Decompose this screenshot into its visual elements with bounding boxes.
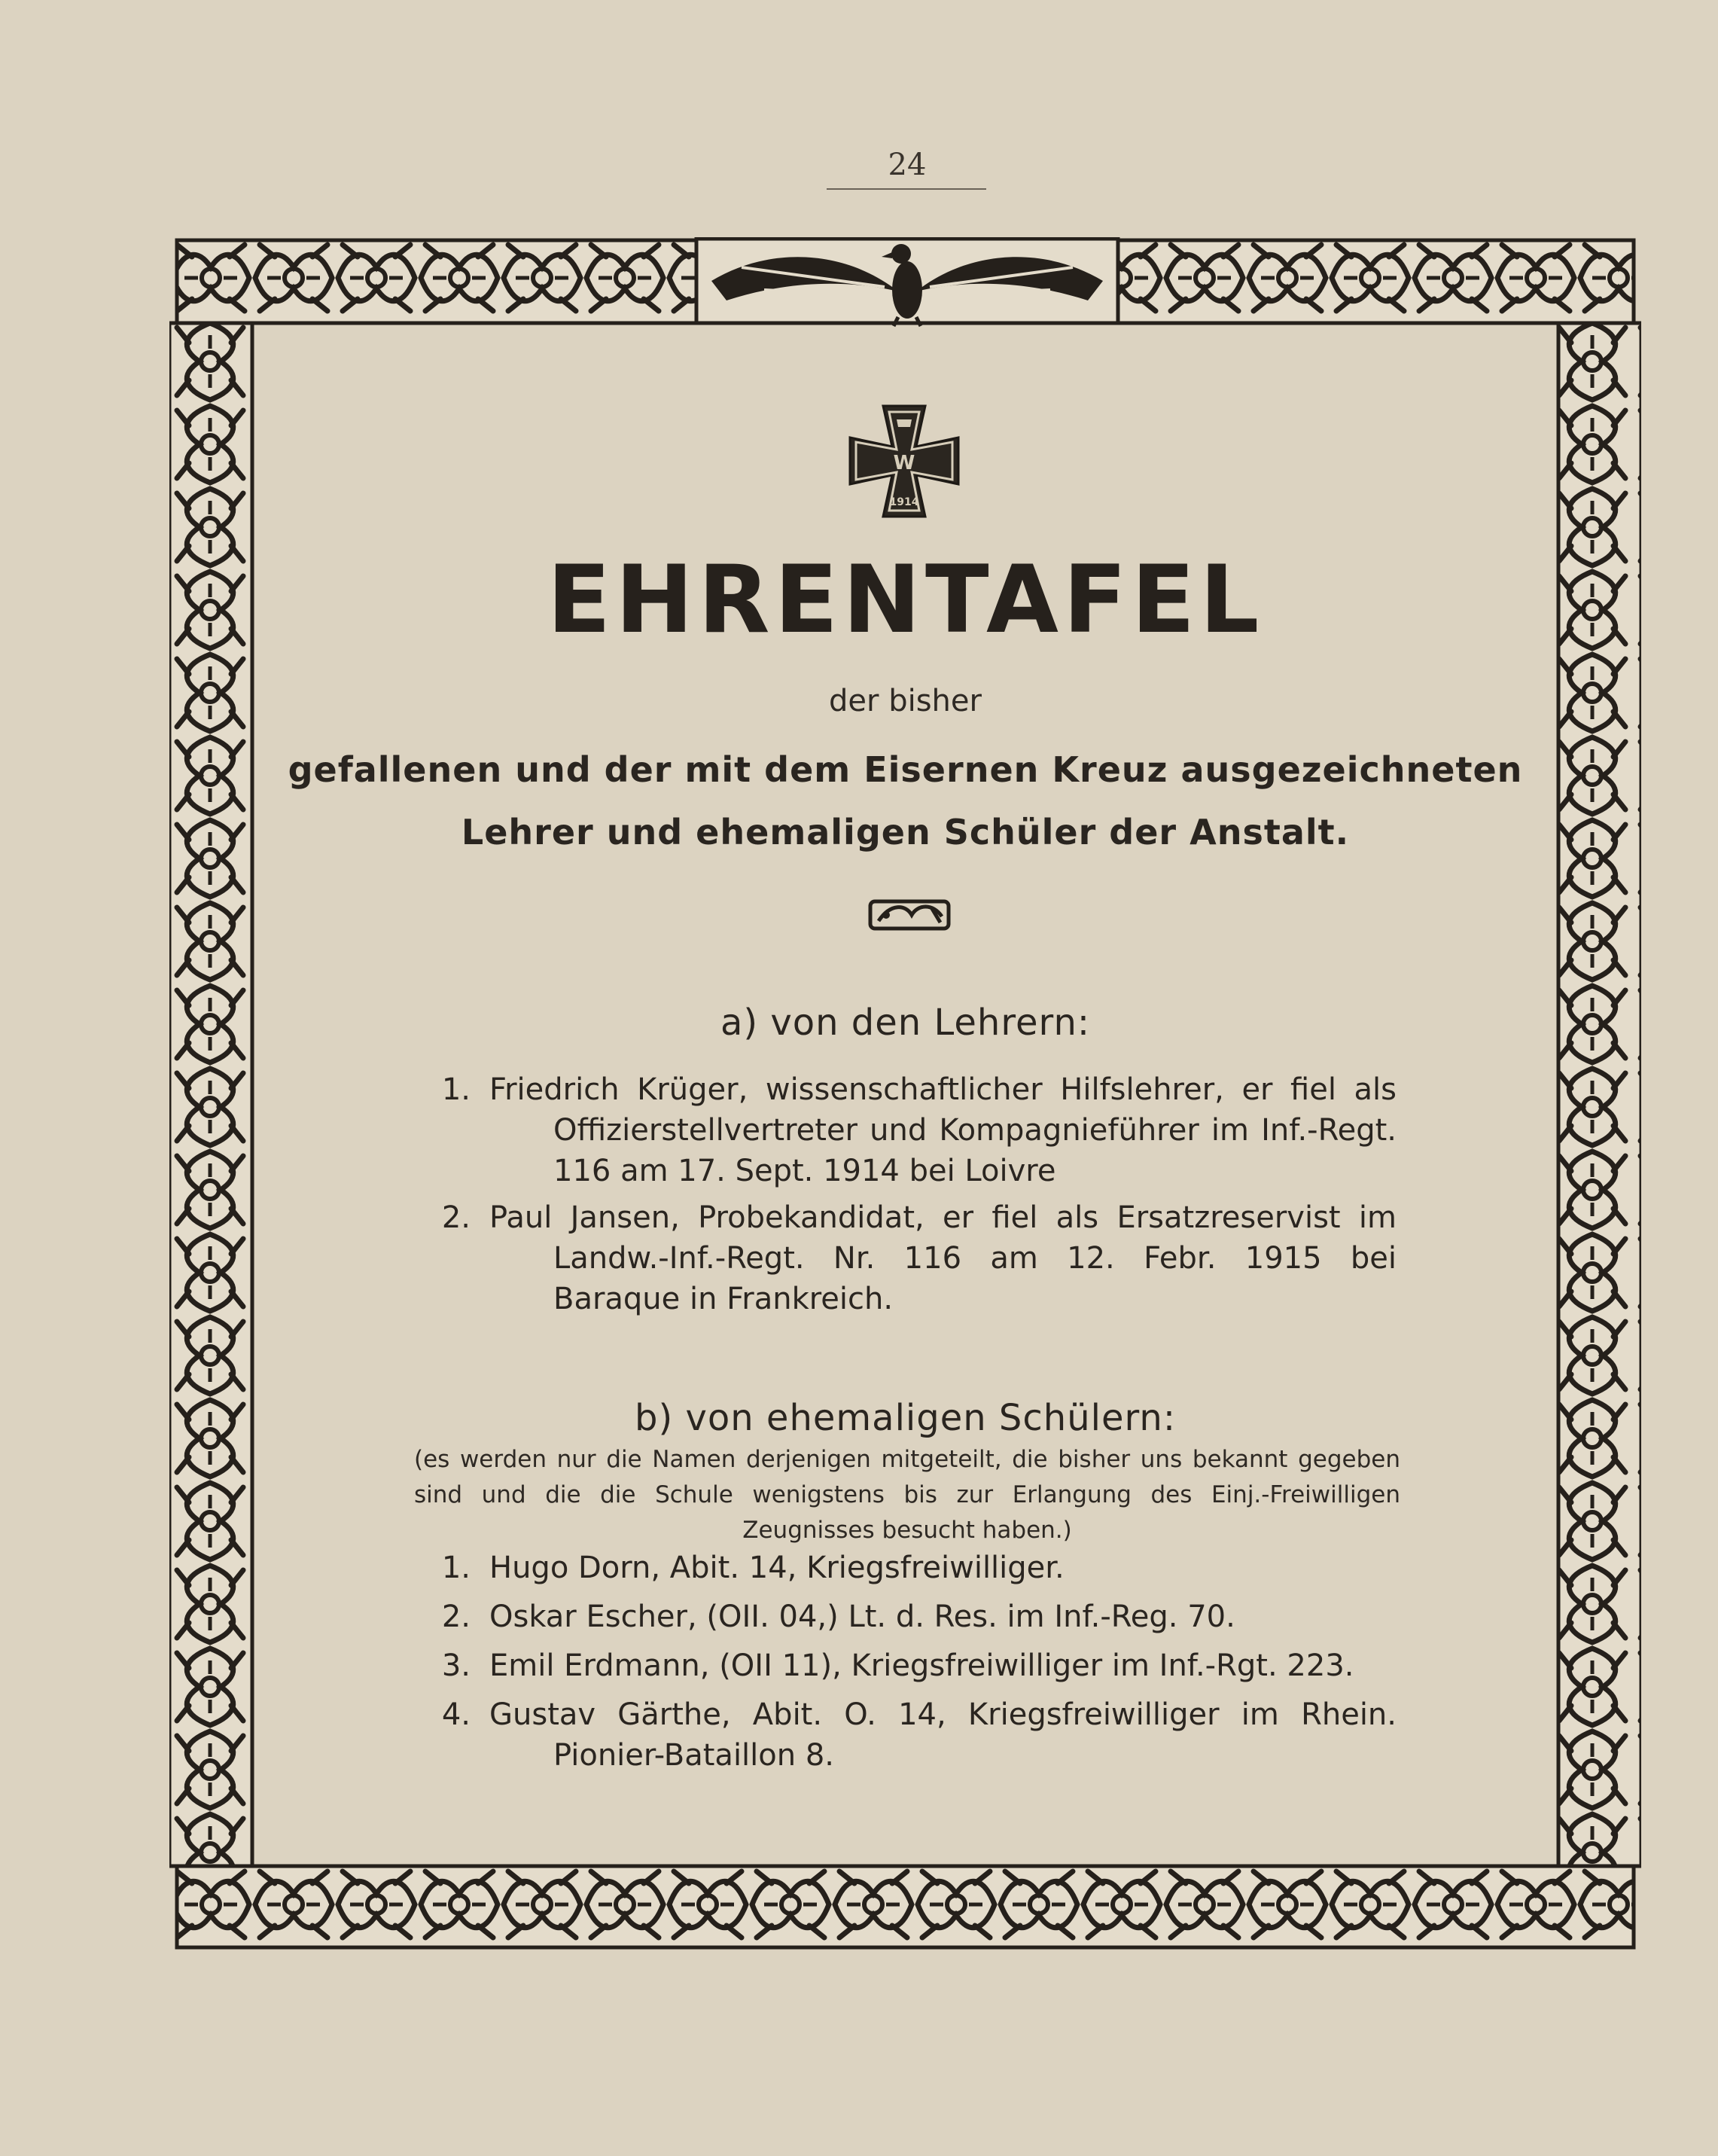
item-text: Hugo Dorn, Abit. 14, Kriegsfreiwilliger. [489,1551,1065,1585]
page-number-rule [827,188,986,190]
eagle-icon [696,239,1118,326]
item-number: 1. [441,1551,471,1585]
students-list [425,1548,1397,1784]
item-text: Paul Jansen, Probekandidat, er fiel als Ersatzreservist im Landw.-Inf.-Regt. Nr. 116 am 12. Febr. 1915 bei Baraque in Frankreich. [489,1200,1397,1316]
list-item [425,1197,1397,1319]
subtitle-small: der bisher [829,684,982,718]
page-number: 24 [888,148,927,182]
list-item [425,1548,1397,1588]
item-number: 4. [441,1697,471,1732]
item-number: 2. [441,1599,471,1634]
item-number: 3. [441,1648,471,1683]
honor-roll-content [260,324,1551,1853]
subtitle-line-2: Lehrer und ehemaligen Schüler der Anstalt. [461,812,1350,852]
item-number: 1. [441,1072,471,1107]
item-text: Gustav Gärthe, Abit. O. 14, Kriegsfreiwilliger im Rhein. Pionier-Bataillon 8. [489,1697,1397,1773]
svg-text:W: W [893,452,915,474]
list-item [425,1069,1397,1191]
teachers-list [425,1069,1397,1325]
item-text: Emil Erdmann, (OII 11), Kriegsfreiwilliger im Inf.-Rgt. 223. [489,1648,1354,1683]
divider-ornament-icon [868,894,951,935]
item-number: 2. [441,1200,471,1235]
section-a-heading: a) von den Lehrern: [720,1002,1091,1044]
section-b-note: (es werden nur die Namen derjenigen mitgeteilt, die bisher uns bekannt gegeben sind und die die Schule wenigstens bis zur Erlangung des Einj.-Freiwilligen Zeugnisses besucht haben.) [414,1446,1400,1544]
list-item [425,1645,1397,1686]
item-text: Oskar Escher, (OII. 04,) Lt. d. Res. im Inf.-Reg. 70. [489,1599,1235,1634]
page-title: EHRENTAFEL [547,546,1264,654]
list-item [425,1596,1397,1637]
list-item [425,1694,1397,1776]
section-b-heading: b) von ehemaligen Schülern: [635,1397,1176,1439]
svg-text:1914: 1914 [889,496,919,508]
iron-cross-icon [847,403,961,520]
item-text: Friedrich Krüger, wissenschaftlicher Hilfslehrer, er fiel als Offizierstellvertreter und Kompagnieführer im Inf.-Regt. 116 am 17. Sept. 1914 bei Loivre [489,1072,1397,1188]
subtitle-line-1: gefallenen und der mit dem Eisernen Kreuz ausgezeichneten [288,749,1523,790]
